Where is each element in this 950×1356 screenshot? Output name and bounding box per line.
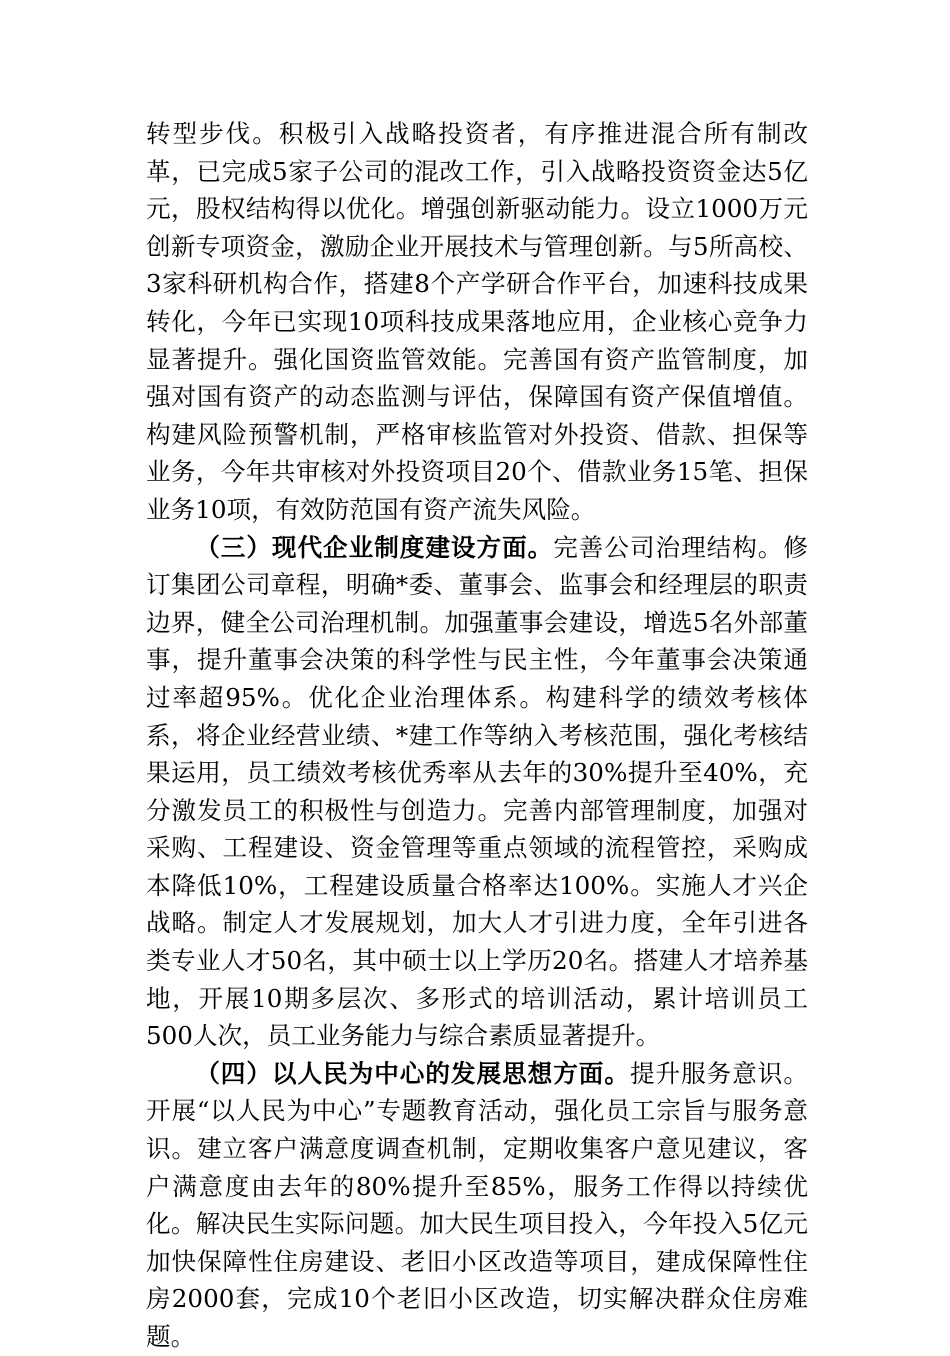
document-page — [146, 115, 808, 1356]
paragraph-text: 提升服务意识。开展“以人民为中心”专题教育活动，强化员工宗旨与服务意识。建立客户满意度调查机制，定期收集客户意见建议，客户满意度由去年的80%提升至85%，服务工作得以持续优化。解决民生实际问题。加大民生项目投入，今年投入5亿元加快保障性住房建设、老旧小区改造等项目，建成保障性住房2000套，完成10个老旧小区改造，切实解决群众住房难题。 — [146, 1058, 808, 1351]
paragraph-text: 转型步伐。积极引入战略投资者，有序推进混合所有制改革，已完成5家子公司的混改工作，引入战略投资资金达5亿元，股权结构得以优化。增强创新驱动能力。设立1000万元创新专项资金，激励企业开展技术与管理创新。与5所高校、3家科研机构合作，搭建8个产学研合作平台，加速科技成果转化，今年已实现10项科技成果落地应用，企业核心竞争力显著提升。强化国资监管效能。完善国有资产监管制度，加强对国有资产的动态监测与评估，保障国有资产保值增值。构建风险预警机制，严格审核监管对外投资、借款、担保等业务，今年共审核对外投资项目20个、借款业务15笔、担保业务10项，有效防范国有资产流失风险。 — [146, 119, 808, 524]
paragraph-people-centered — [146, 1055, 808, 1356]
paragraph-modern-enterprise-system — [146, 529, 808, 1055]
section-heading: （三）现代企业制度建设方面。 — [195, 532, 554, 562]
paragraph-continued — [146, 115, 808, 529]
section-heading: （四）以人民为中心的发展思想方面。 — [195, 1058, 630, 1088]
paragraph-text: 完善公司治理结构。修订集团公司章程，明确*委、董事会、监事会和经理层的职责边界，健全公司治理机制。加强董事会建设，增选5名外部董事，提升董事会决策的科学性与民主性，今年董事会决策通过率超95%。优化企业治理体系。构建科学的绩效考核体系，将企业经营业绩、*建工作等纳入考核范围，强化考核结果运用，员工绩效考核优秀率从去年的30%提升至40%，充分激发员工的积极性与创造力。完善内部管理制度，加强对采购、工程建设、资金管理等重点领域的流程管控，采购成本降低10%，工程建设质量合格率达100%。实施人才兴企战略。制定人才发展规划，加大人才引进力度，全年引进各类专业人才50名，其中硕士以上学历20名。搭建人才培养基地，开展10期多层次、多形式的培训活动，累计培训员工500人次，员工业务能力与综合素质显著提升。 — [146, 532, 808, 1051]
